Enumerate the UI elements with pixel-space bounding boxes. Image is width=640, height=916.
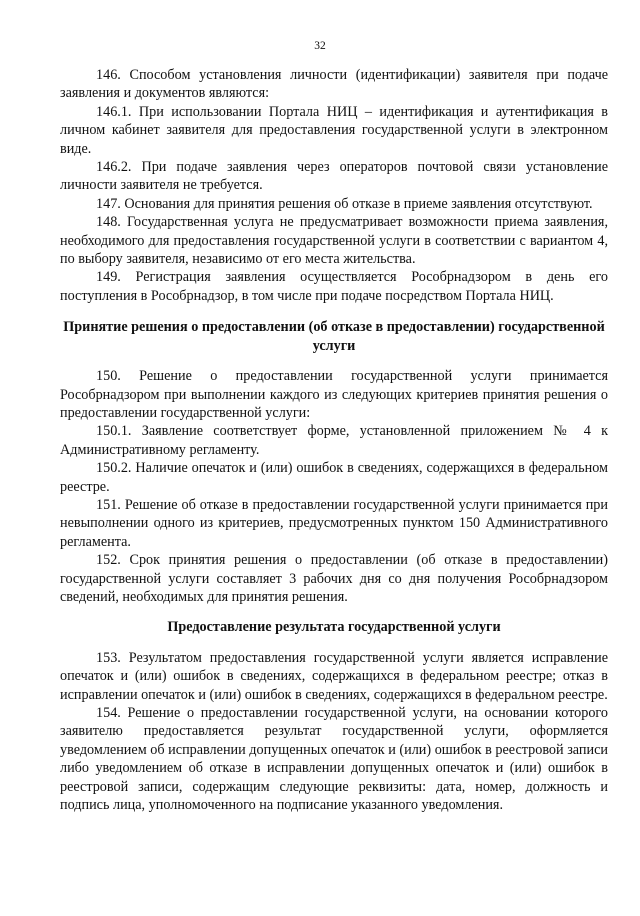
paragraph-151: 151. Решение об отказе в предоставлении государственной услуги принимается при невыполнении одного из критериев, предусмотренных пунктом 150 Административного регламента. (60, 496, 608, 550)
paragraph-152: 152. Срок принятия решения о предоставлении (об отказе в предоставлении) государственной услуги составляет 3 рабочих дня со дня получения Рособрнадзором сведений, необходимых для принятия решения. (60, 552, 608, 605)
paragraph-150-2: 150.2. Наличие опечаток и (или) ошибок в сведениях, содержащихся в федеральном реестре. (60, 460, 608, 495)
paragraph-148: 148. Государственная услуга не предусматривает возможности приема заявления, необходимого для предоставления государственной услуги в соответствии с вариантом 4, по выбору заявителя, независимо от его места жительства. (60, 214, 608, 268)
paragraph-146-2: 146.2. При подаче заявления через операторов почтовой связи установление личности заявителя не требуется. (60, 159, 608, 194)
section-heading-result: Предоставление результата государственной услуги (167, 619, 501, 636)
paragraph-154: 154. Решение о предоставлении государственной услуги, на основании которого заявителю предоставляется результат государственной услуги, оформляется уведомлением об исправлении допущенных опечаток и (или) ошибок в реестровой записи либо уведомлением об отказе в исправлении допущенных опечаток и (или) ошибок в реестровой записи, содержащим следующие реквизиты: дата, номер, должность и подпись лица, уполномоченного на подписание указанного уведомления. (60, 705, 608, 814)
paragraph-146: 146. Способом установления личности (идентификации) заявителя при подаче заявления и документов являются: (60, 67, 608, 102)
document-body (60, 66, 608, 814)
paragraph-147: 147. Основания для принятия решения об отказе в приеме заявления отсутствуют. (96, 195, 593, 212)
paragraph-153: 153. Результатом предоставления государственной услуги является исправление опечаток и (или) ошибок в сведениях, содержащихся в федеральном реестре; отказ в исправлении опечаток и (или) ошибок в сведениях, содержащихся в федеральном реестре. (60, 649, 608, 703)
paragraph-146-1: 146.1. При использовании Портала НИЦ – идентификация и аутентификация в личном кабинет заявителя для предоставления государственной услуги в электронном виде. (60, 103, 608, 157)
section-heading-decision: Принятие решения о предоставлении (об отказе в предоставлении) государственной услуги (63, 319, 605, 354)
paragraph-149: 149. Регистрация заявления осуществляется Рособрнадзором в день его поступления в Рособрнадзор, в том числе при подаче посредством Портала НИЦ. (60, 269, 608, 304)
page-number: 32 (314, 40, 326, 52)
paragraph-150: 150. Решение о предоставлении государственной услуги принимается Рособрнадзором при выполнении каждого из следующих критериев принятия решения о предоставлении государственной услуги: (60, 368, 608, 421)
paragraph-150-1: 150.1. Заявление соответствует форме, установленной приложением № 4 к Административному регламенту. (60, 423, 608, 458)
